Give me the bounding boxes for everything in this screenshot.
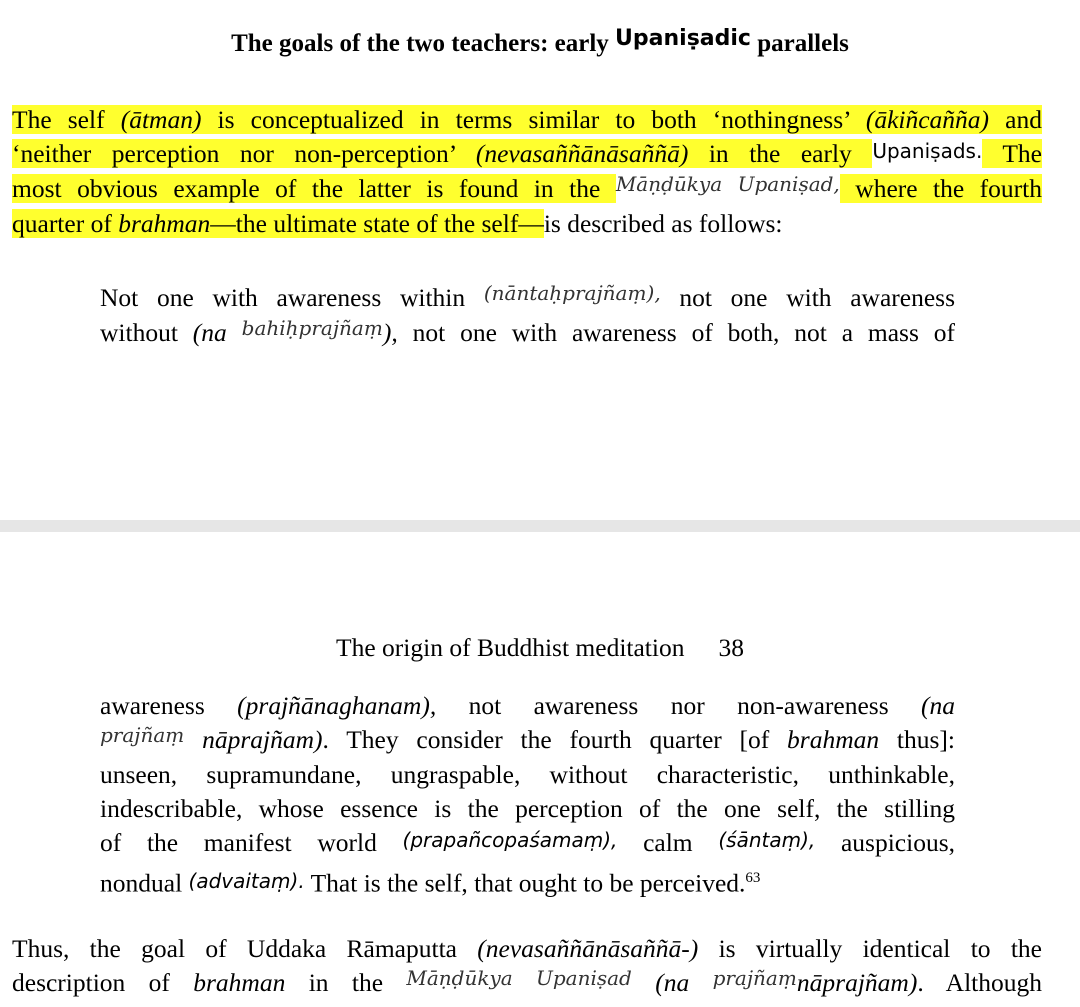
mandukya-inset: Māṇḍūkya Upaniṣad, (615, 172, 840, 196)
upanisads-inset: Upaniṣads. (872, 139, 983, 163)
section-heading (0, 26, 1080, 58)
quote2-line-6: nondual (advaitaṃ). That is the self, that ought to be perceived.$^{63}$ (100, 868, 761, 898)
page-separator (0, 520, 1080, 532)
quote2-line-1: awareness (prajñānaghanam), not awareness nor non-awareness (na (100, 691, 956, 720)
footnote-ref[interactable]: 63 (745, 870, 761, 886)
quote2-line-4: indescribable, whose essence is the perception of the one self, the stilling (100, 794, 955, 823)
heading-inset-word: Upaniṣadic (615, 26, 751, 51)
heading-text-before: The goals of the two teachers: early (231, 30, 616, 57)
intro-line-4: quarter of brahman—the ultimate state of the self—is described as follows: (12, 209, 783, 238)
quote2-line-5: of the manifest world (prapañcopaśamaṃ), calm (śāntaṃ), auspicious, (100, 828, 956, 857)
intro-line-3: most obvious example of the latter is found in the $^{Māṇḍūkya Upaniṣad,}$ where the fourth (12, 172, 1043, 203)
intro-line-2: ‘neither perception nor non-perception’ (nevasaññānāsaññā) in the early Upaniṣads. The (12, 139, 1043, 168)
conclusion-paragraph (12, 932, 1042, 1001)
intro-paragraph (12, 103, 1042, 241)
running-header-title: The origin of Buddhist meditation (336, 633, 685, 662)
heading-text-after: parallels (750, 30, 849, 57)
page-number: 38 (718, 633, 744, 662)
running-header (0, 633, 1080, 663)
block-quote-part2 (100, 689, 955, 902)
intro-line-1: The self (ātman) is conceptualized in terms similar to both ‘nothingness’ (ākiñcañña) and (12, 105, 1042, 134)
conclusion-line-2: description of brahman in the $^{Māṇḍūkya Upaniṣad}$ (na $^{prajñaṃ}$nāprajñam). Although (12, 966, 1042, 997)
quote2-line-3: unseen, supramundane, ungraspable, without characteristic, unthinkable, (100, 760, 955, 789)
quote1-line-1: Not one with awareness within $^{(nāntaḥprajñaṃ),}$ not one with awareness (100, 281, 956, 312)
conclusion-line-1: Thus, the goal of Uddaka Rāmaputta (nevasaññānāsaññā-) is virtually identical to the (12, 934, 1042, 963)
quote2-line-2: $^{prajñaṃ}$ nāprajñam). They consider the fourth quarter [of brahman thus]: (100, 723, 955, 754)
block-quote-part1 (100, 281, 955, 351)
quote1-line-2: without (na $^{bahiḥprajñaṃ}$), not one with awareness of both, not a mass of (100, 316, 955, 347)
